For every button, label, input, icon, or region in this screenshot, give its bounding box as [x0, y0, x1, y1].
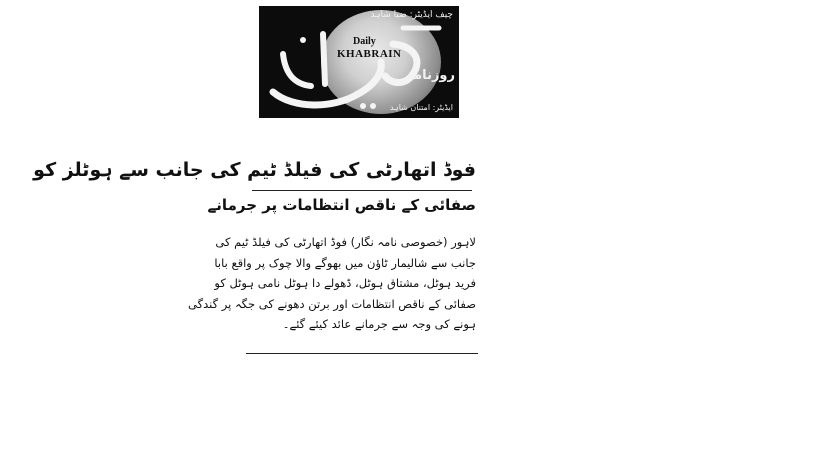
editor-credit: ایڈیٹر: امتنان شاہد — [389, 103, 453, 112]
article-bottom-rule — [246, 353, 478, 354]
article-body-line: لاہور (خصوصی نامہ نگار) فوڈ اتھارٹی کی فیلڈ ٹیم کی — [215, 235, 476, 249]
newspaper-masthead — [259, 6, 459, 118]
masthead-roznama-label: روزنامہ — [406, 68, 455, 83]
khabrain-logo-calligraphy — [263, 14, 453, 114]
article-body-line: فرید ہوٹل، مشتاق ہوٹل، ڈھولے دا ہوٹل نامی ہوٹل کو — [214, 276, 476, 290]
headline-divider — [252, 190, 472, 191]
article-body — [188, 232, 476, 335]
article-body-line: ہونے کی وجہ سے جرمانے عائد کیئے گئے۔ — [282, 317, 476, 331]
article-headline: فوڈ اتھارٹی کی فیلڈ ٹیم کی جانب سے ہوٹلز کو — [33, 159, 476, 181]
article-subheadline: صفائی کے ناقص انتظامات پر جرمانے — [207, 196, 476, 214]
chief-editor-credit: چیف ایڈیٹر: ضیا شاہد — [370, 10, 453, 20]
masthead-daily-label: Daily — [353, 36, 376, 47]
article-body-line: جانب سے شالیمار ٹاؤن میں بھوگے والا چوک پر واقع بابا — [214, 255, 476, 270]
article-body-line: صفائی کے ناقص انتظامات اور برتن دھونے کی جگہ پر گندگی — [188, 296, 476, 311]
masthead-brand-name: KHABRAIN — [337, 48, 402, 60]
